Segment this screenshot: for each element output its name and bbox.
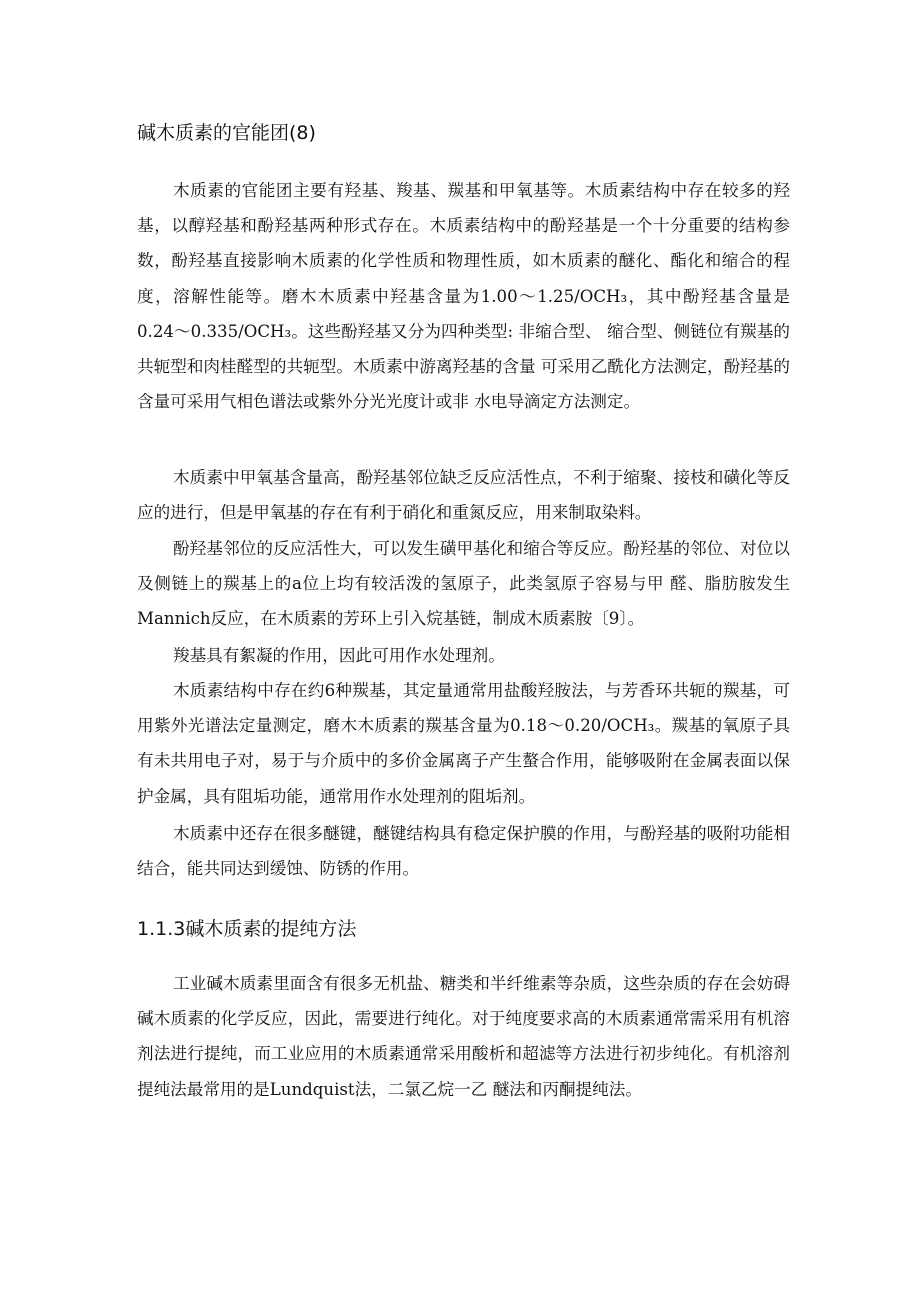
section-heading-purification: 1.1.3碱木质素的提纯方法 (137, 918, 357, 940)
paragraph-ether-bonds: 木质素中还存在很多醚键，醚键结构具有稳定保护膜的作用，与酚羟基的吸附功能相结合，能共同达到缓蚀、防锈的作用。 (137, 824, 790, 879)
paragraph-purification: 工业碱木质素里面含有很多无机盐、糖类和半纤维素等杂质，这些杂质的存在会妨碍碱木质素的化学反应，因此，需要进行纯化。对于纯度要求高的木质素通常需采用有机溶剂法进行提纯，而工业应用的木质素通常采用酸析和超滤等方法进行初步纯化。有机溶剂提纯法最常用的是Lundquist法，二氯乙烷一乙 醚法和丙酮提纯法。 (137, 974, 790, 1099)
section-heading-functional-groups: 碱木质素的官能团(8) (137, 122, 316, 144)
paragraph-carboxyl: 羧基具有絮凝的作用，因此可用作水处理剂。 (173, 646, 505, 665)
paragraph-carbonyl: 木质素结构中存在约6种羰基，其定量通常用盐酸羟胺法，与芳香环共轭的羰基，可用紫外光谱法定量测定，磨木木质素的羰基含量为0.18〜0.20/OCH₃。羰基的氧原子具有未共用电子对，易于与介质中的多价金属离子产生螯合作用，能够吸附在金属表面以保护金属，具有阻垢功能，通常用作水处理剂的阻垢剂。 (137, 681, 790, 806)
paragraph-functional-groups: 木质素的官能团主要有羟基、羧基、羰基和甲氧基等。木质素结构中存在较多的羟基，以醇羟基和酚羟基两种形式存在。木质素结构中的酚羟基是一个十分重要的结构参数，酚羟基直接影响木质素的化学性质和物理性质，如木质素的醚化、酯化和缩合的程度，溶解性能等。磨木木质素中羟基含量为1.00〜1.25/OCH₃，其中酚羟基含量是0.24〜0.335/OCH₃。这些酚羟基又分为四种类型: 非缩合型、 缩合型、侧链位有羰基的共轭型和肉桂醛型的共轭型。木质素中游离羟基的含量 可采用乙酰化方法测定，酚羟基的含量可采用气相色谱法或紫外分光光度计或非 水电导滴定方法测定。 (137, 181, 790, 412)
paragraph-methoxyl: 木质素中甲氧基含量高，酚羟基邻位缺乏反应活性点，不利于缩聚、接枝和磺化等反应的进行，但是甲氧基的存在有利于硝化和重氮反应，用来制取染料。 (137, 468, 790, 523)
paragraph-phenolic-ortho: 酚羟基邻位的反应活性大，可以发生磺甲基化和缩合等反应。酚羟基的邻位、对位以及侧链上的羰基上的a位上均有较活泼的氢原子，此类氢原子容易与甲 醛、脂肪胺发生Mannich反应，在木质素的芳环上引入烷基链，制成木质素胺〔9〕。 (137, 539, 790, 629)
